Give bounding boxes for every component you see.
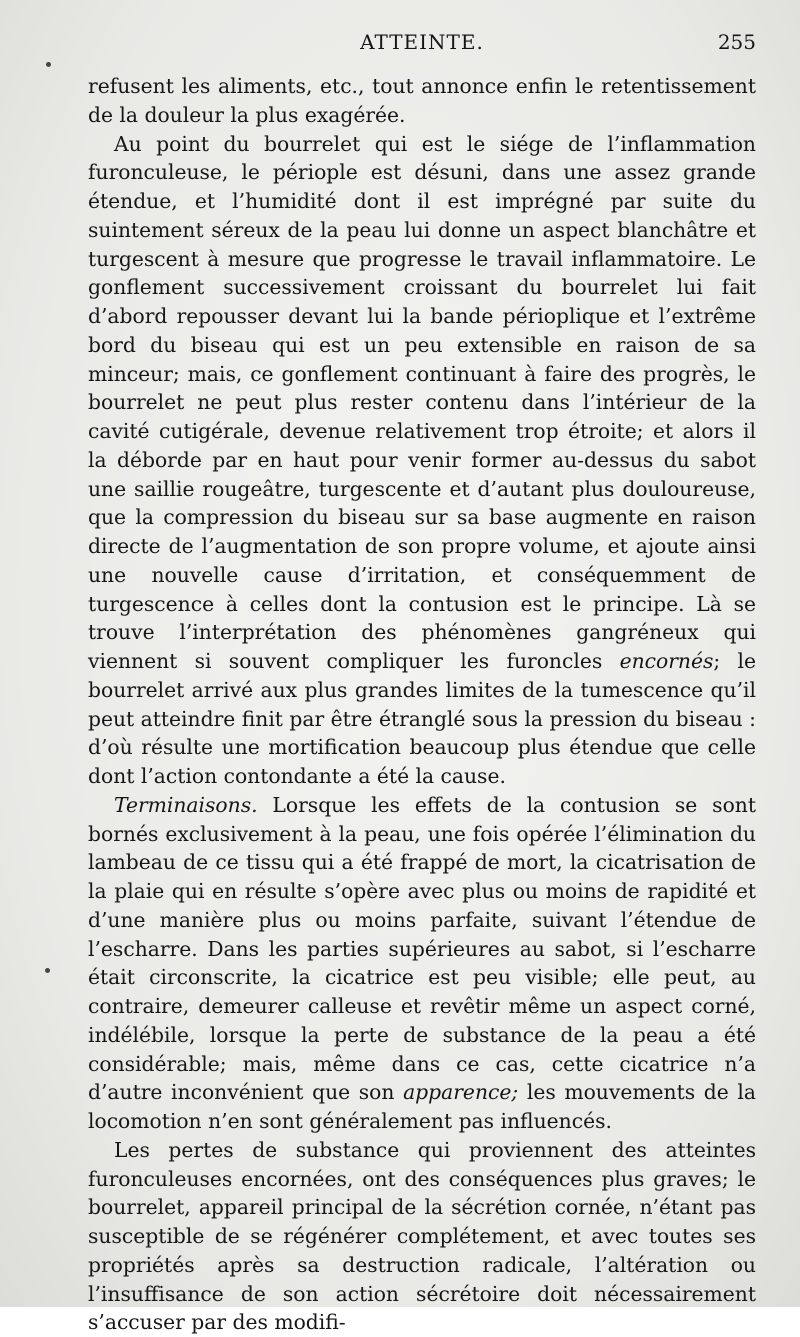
paragraph-3-italic: apparence; (403, 1080, 519, 1105)
paragraph-1-text: refusent les aliments, etc., tout annonce enfin le retentissement de la douleur la plus exagérée. (88, 74, 756, 127)
paragraph-3-lead: Terminaisons. (114, 792, 258, 817)
paragraph-3 (88, 791, 756, 1136)
ink-speck (45, 968, 50, 973)
body-text (88, 72, 756, 1337)
page-number: 255 (717, 30, 756, 54)
running-head (88, 30, 756, 60)
paragraph-2-after: ; le bourrelet arrivé aux plus grandes limites de la tumescence qu’il peut atteindre finit par être étranglé sous la pression du biseau : d’où résulte une mortification beaucoup plus étendue que celle dont l’action contondante a été la cause. (88, 649, 757, 788)
ink-speck (46, 62, 51, 67)
paragraph-2-text: Au point du bourrelet qui est le siége de l’inflammation furonculeuse, le périople est désuni, dans une assez grande étendue, et l’humidité dont il est imprégné par suite du suintement séreux de la peau lui donne un aspect blanchâtre et turgescent à mesure que progresse le travail inflammatoire. Le gonflement successivement croissant du bourrelet lui fait d’abord repousser devant lui la bande périoplique et l’extrême bord du biseau qui est un peu extensible en raison de sa minceur; mais, ce gonflement continuant à faire des progrès, le bourrelet ne peut plus rester contenu dans l’intérieur de la cavité cutigérale, devenue relativement trop étroite; et alors il la déborde par en haut pour venir former au-dessus du sabot une saillie rougeâtre, turgescente et d’autant plus douloureuse, que la compression du biseau sur sa base augmente en raison directe de l’augmentation de son propre volume, et ajoute ainsi une nouvelle cause d’irritation, et conséquemment de turgescence à celles dont la contusion est le principe. Là se trouve l’interprétation des phénomènes gangréneux qui viennent si souvent compliquer les furoncles (88, 131, 756, 673)
paragraph-2 (88, 130, 756, 791)
paragraph-2-italic: encornés (619, 649, 714, 673)
paragraph-3-after: les mouvements de la locomotion n’en sont généralement pas influencés. (88, 1080, 756, 1133)
running-title: ATTEINTE. (360, 30, 484, 54)
paragraph-4-text: Les pertes de substance qui proviennent des atteintes furonculeuses encornées, ont des conséquences plus graves; le bourrelet, appareil principal de la sécrétion cornée, n’étant pas susceptible de se régénérer complétement, et avec toutes ses propriétés après sa destruction radicale, l’altération ou l’insuffisance de son action sécrétoire doit nécessairement s’accuser par des modifi- (88, 1137, 756, 1335)
paragraph-1 (88, 72, 756, 130)
paragraph-3-text: Lorsque les effets de la contusion se sont bornés exclusivement à la peau, une fois opérée l’élimination du lambeau de ce tissu qui a été frappé de mort, la cicatrisation de la plaie qui en résulte s’opère avec plus ou moins de rapidité et d’une manière plus ou moins parfaite, suivant l’étendue de l’escharre. Dans les parties supérieures au sabot, si l’escharre était circonscrite, la cicatrice est peu visible; elle peut, au contraire, demeurer calleuse et revêtir même un aspect corné, indélébile, lorsque la perte de substance de la peau a été considérable; mais, même dans ce cas, cette cicatrice n’a d’autre inconvénient que son (88, 792, 756, 1105)
